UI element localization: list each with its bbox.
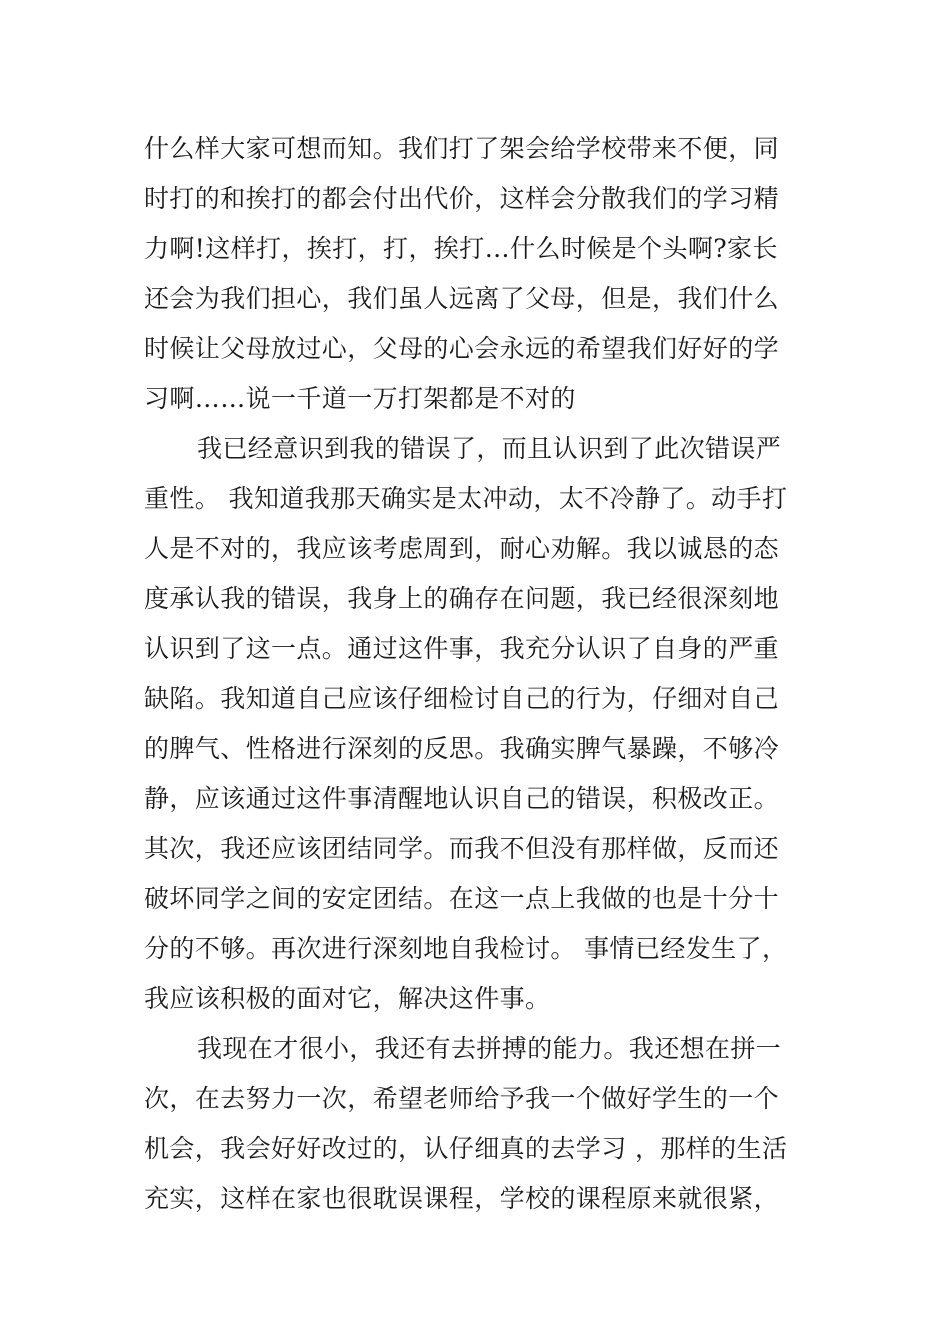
text-line: 时候让父母放过心，父母的心会永远的希望我们好好的学 (144, 334, 780, 363)
text-line: 度承认我的错误，我身上的确存在问题，我已经很深刻地 (144, 584, 780, 613)
text-line: 次，在去努力一次，希望老师给予我一个做好学生的一个 (144, 1084, 780, 1113)
text-line: 认识到了这一点。通过这件事，我充分认识了自身的严重 (144, 634, 780, 663)
text-line: 我应该积极的面对它，解决这件事。 (144, 984, 551, 1013)
text-line: 我已经意识到我的错误了，而且认识到了此次错误严 (197, 434, 782, 463)
text-line: 的脾气、性格进行深刻的反思。我确实脾气暴躁，不够冷 (144, 734, 780, 763)
text-line: 习啊……说一千道一万打架都是不对的 (144, 384, 576, 413)
text-line: 力啊!这样打，挨打，打，挨打…什么时候是个头啊?家长 (144, 234, 778, 263)
text-line: 破坏同学之间的安定团结。在这一点上我做的也是十分十 (144, 884, 780, 913)
text-line: 缺陷。我知道自己应该仔细检讨自己的行为，仔细对自己 (144, 684, 780, 713)
text-line: 机会，我会好好改过的，认仔细真的去学习 ，那样的生活 (144, 1134, 788, 1163)
text-line: 静，应该通过这件事清醒地认识自己的错误，积极改正。 (144, 784, 780, 813)
text-line: 时打的和挨打的都会付出代价，这样会分散我们的学习精 (144, 184, 780, 213)
text-line: 分的不够。再次进行深刻地自我检讨。 事情已经发生了， (144, 934, 788, 963)
text-line: 重性。 我知道我那天确实是太冲动，太不冷静了。动手打 (144, 484, 788, 513)
text-line: 充实，这样在家也很耽误课程，学校的课程原来就很紧， (144, 1184, 780, 1213)
text-line: 我现在才很小，我还有去拼搏的能力。我还想在拼一 (197, 1034, 782, 1063)
text-line: 人是不对的，我应该考虑周到，耐心劝解。我以诚恳的态 (144, 534, 780, 563)
text-line: 其次，我还应该团结同学。而我不但没有那样做，反而还 (144, 834, 780, 863)
text-line: 什么样大家可想而知。我们打了架会给学校带来不便，同 (144, 134, 780, 163)
text-line: 还会为我们担心，我们虽人远离了父母，但是，我们什么 (144, 284, 780, 313)
